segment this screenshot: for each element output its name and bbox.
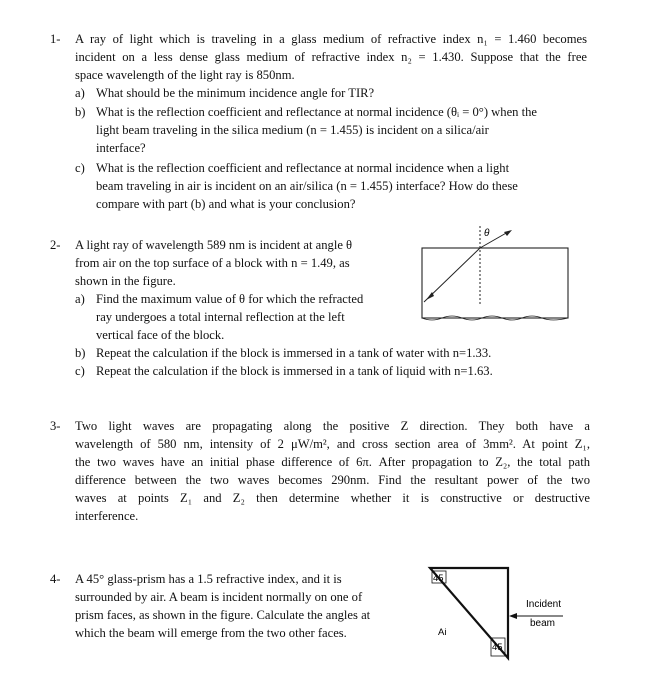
- q4-prism-figure: [418, 562, 588, 668]
- q2a-text-line-2: ray undergoes a total internal reflection at the left: [96, 310, 345, 324]
- q1-number: 1-: [50, 32, 61, 46]
- q2c-label: c): [75, 364, 85, 378]
- q4-text-line-1: A 45° glass-prism has a 1.5 refractive index, and it is: [75, 572, 342, 586]
- q1c-text-line-3: compare with part (b) and what is your conclusion?: [96, 197, 356, 211]
- q3-text-line-1: Two light waves are propagating along the positive Z direction. They both have a: [75, 419, 590, 433]
- q2a-text-line-1: Find the maximum value of θ for which the refracted: [96, 292, 364, 306]
- q2a-label: a): [75, 292, 85, 306]
- q2-number: 2-: [50, 238, 61, 252]
- q2-text-line-1: A light ray of wavelength 589 nm is incident at angle θ: [75, 238, 353, 252]
- q1b-text-line-2: light beam traveling in the silica medium (n = 1.455) is incident on a silica/air: [96, 123, 489, 137]
- theta-label: θ: [484, 228, 490, 239]
- q3-number: 3-: [50, 419, 61, 433]
- q3-text-line-4: difference between the two waves becomes 290nm. Find the resultant power of the two: [75, 473, 590, 487]
- q1a-text: What should be the minimum incidence angle for TIR?: [96, 86, 375, 100]
- q3-text-line-3: the two waves have an initial phase difference of 6π. After propagation to Z₂, the total path: [75, 455, 590, 469]
- beam-word: beam: [530, 618, 556, 629]
- q4-text-line-4: which the beam will emerge from the two other faces.: [75, 626, 347, 640]
- q3-text-line-2: wavelength of 580 nm, intensity of 2 μW/m², and cross section area of 3mm². At point Z₁,: [75, 437, 590, 451]
- q1c-label: c): [75, 161, 85, 175]
- q4-text-line-3: prism faces, as shown in the figure. Calculate the angles at: [75, 608, 371, 622]
- q2-text-line-2: from air on the top surface of a block with n = 1.49, as: [75, 256, 350, 270]
- q3-text-line-5: waves at points Z₁ and Z₂ then determine whether it is constructive or destructive: [75, 491, 590, 505]
- q1b-text-line-1: What is the reflection coefficient and reflectance at normal incidence (θᵢ = 0°) when the: [96, 105, 537, 119]
- q4-text-line-2: surrounded by air. A beam is incident normally on one of: [75, 590, 363, 604]
- q2-text-line-3: shown in the figure.: [75, 274, 176, 288]
- q3-text-line-6: interference.: [75, 509, 139, 523]
- incident-arrowhead: [504, 230, 512, 236]
- q2a-text-line-3: vertical face of the block.: [96, 328, 225, 342]
- q2-block-figure: [412, 218, 582, 330]
- q1-text-line-2: incident on a less dense glass medium of refractive index n₂ = 1.430. Suppose that the free: [75, 50, 587, 64]
- q1-text-line-1: A ray of light which is traveling in a glass medium of refractive index n₁ = 1.460 becomes: [75, 32, 587, 46]
- q2b-label: b): [75, 346, 86, 360]
- q1a-label: a): [75, 86, 85, 100]
- q1c-text-line-1: What is the reflection coefficient and reflectance at normal incidence when a light: [96, 161, 510, 175]
- q2b-text: Repeat the calculation if the block is immersed in a tank of water with n=1.33.: [96, 346, 492, 360]
- incident-beam-arrowhead: [509, 613, 517, 619]
- q1b-text-line-3: interface?: [96, 141, 146, 155]
- bottom-angle-label: 45: [492, 642, 503, 653]
- q4-number: 4-: [50, 572, 61, 586]
- q1c-text-line-2: beam traveling in air is incident on an air/silica (n = 1.455) interface? How do these: [96, 179, 518, 193]
- top-angle-label: 45: [433, 573, 444, 584]
- inner-label: Ai: [438, 627, 447, 638]
- q2c-text: Repeat the calculation if the block is immersed in a tank of liquid with n=1.63.: [96, 364, 493, 378]
- q1-text-line-3: space wavelength of the light ray is 850nm.: [75, 68, 295, 82]
- q1b-label: b): [75, 105, 86, 119]
- incident-word: Incident: [526, 599, 562, 610]
